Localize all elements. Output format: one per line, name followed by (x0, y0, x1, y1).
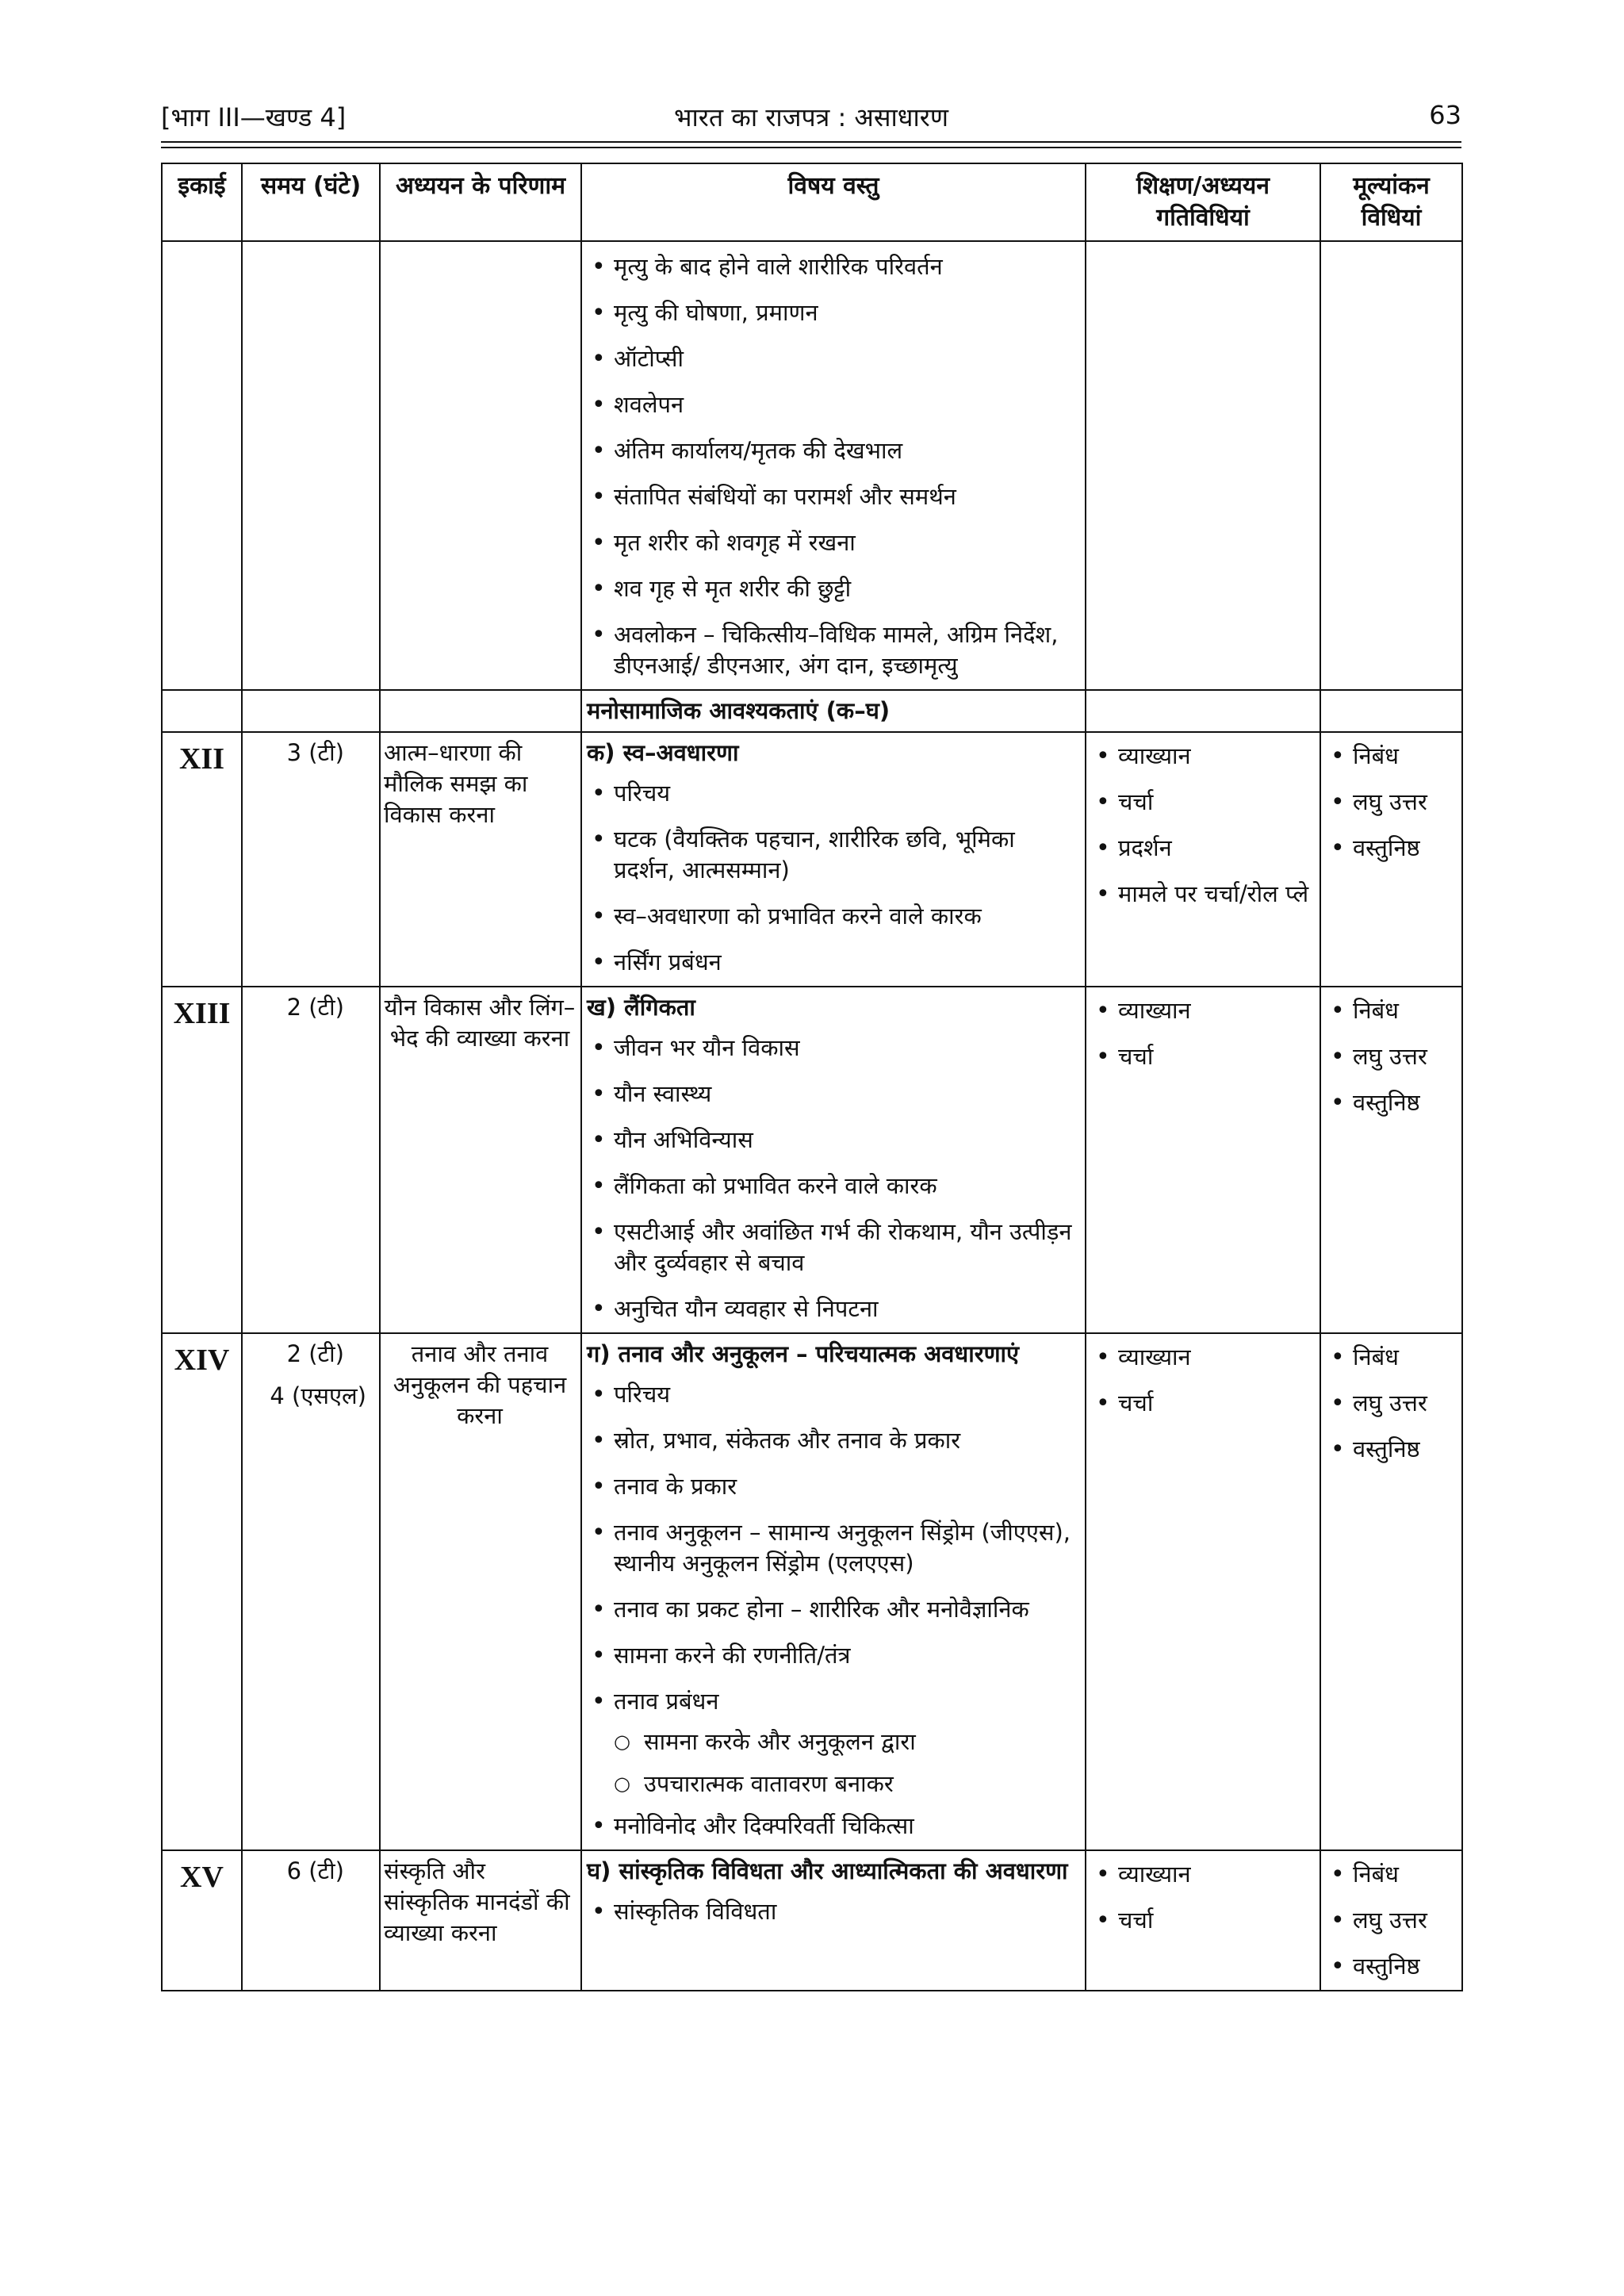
list-item: • वस्तुनिष्ठ (1326, 833, 1457, 864)
list-item: • चर्चा (1091, 1388, 1315, 1419)
content-list (587, 251, 1080, 681)
list-item: • सामना करने की रणनीति/तंत्र (587, 1640, 1080, 1671)
table-row (162, 732, 1462, 987)
page-number: 63 (1429, 100, 1461, 130)
page-header (161, 100, 1461, 138)
col-header: इकाई (162, 163, 242, 241)
list-item: • वस्तुनिष्ठ (1326, 1434, 1457, 1465)
list-item: • मनोविनोद और दिक्परिवर्ती चिकित्सा (587, 1811, 1080, 1842)
list-item: • सांस्कृतिक विविधता (587, 1896, 1080, 1927)
list-item: • अवलोकन – चिकित्सीय–विधिक मामले, अग्रिम निर्देश, डीएनआई/ डीएनआर, अंग दान, इच्छामृत्यु (587, 619, 1080, 681)
header-rule (161, 147, 1461, 148)
content-list (587, 778, 1080, 978)
list-item: • परिचय (587, 778, 1080, 809)
list-item: • लघु उत्तर (1326, 1388, 1457, 1419)
unit-time: 2 (टी) (242, 987, 380, 1333)
topic-title: ग) तनाव और अनुकूलन – परिचयात्मक अवधारणाएं (587, 1340, 1020, 1367)
list-item: • तनाव अनुकूलन – सामान्य अनुकूलन सिंड्रोम (जीएएस), स्थानीय अनुकूलन सिंड्रोम (एलएएस) (587, 1517, 1080, 1579)
list-item: • संतापित संबंधियों का परामर्श और समर्थन (587, 481, 1080, 512)
list-item: • वस्तुनिष्ठ (1326, 1087, 1457, 1118)
col-header: समय (घंटे) (242, 163, 380, 241)
unit-time: 4 (एसएल) (270, 1382, 366, 1409)
list-item: • तनाव प्रबंधन (587, 1686, 1080, 1717)
unit-number: XV (162, 1850, 242, 1991)
table-header-row (162, 163, 1462, 241)
list-item: • चर्चा (1091, 787, 1315, 818)
list-item: • प्रदर्शन (1091, 833, 1315, 864)
col-header: विषय वस्तु (581, 163, 1086, 241)
gazette-title: भारत का राजपत्र : असाधारण (674, 102, 948, 132)
learning-outcome: यौन विकास और लिंग–भेद की व्याख्या करना (380, 987, 581, 1333)
list-item: • लैंगिकता को प्रभावित करने वाले कारक (587, 1171, 1080, 1202)
table-row (162, 690, 1462, 732)
syllabus-table (161, 163, 1463, 1991)
topic-title: घ) सांस्कृतिक विविधता और आध्यात्मिकता की अवधारणा (587, 1857, 1068, 1884)
topic-title: ख) लैंगिकता (587, 994, 695, 1021)
activity-list (1091, 1859, 1315, 1936)
sub-list-item: ○ उपचारात्मक वातावरण बनाकर (587, 1769, 1080, 1800)
content-list (587, 1033, 1080, 1324)
learning-outcome: आत्म–धारणा की मौलिक समझ का विकास करना (380, 732, 581, 987)
sub-list-item: ○ सामना करके और अनुकूलन द्वारा (587, 1727, 1080, 1757)
list-item: • व्याख्यान (1091, 1859, 1315, 1890)
list-item: • निबंध (1326, 995, 1457, 1026)
header-rule (161, 141, 1461, 143)
evaluation-list (1326, 995, 1457, 1118)
evaluation-list (1326, 1859, 1457, 1982)
list-item: • चर्चा (1091, 1041, 1315, 1072)
list-item: • मृत्यु के बाद होने वाले शारीरिक परिवर्तन (587, 251, 1080, 282)
list-item: • मृत्यु की घोषणा, प्रमाणन (587, 297, 1080, 328)
evaluation-list (1326, 741, 1457, 864)
list-item: • एसटीआई और अवांछित गर्भ की रोकथाम, यौन उत्पीड़न और दुर्व्यवहार से बचाव (587, 1217, 1080, 1278)
list-item: • शवलेपन (587, 389, 1080, 420)
unit-time: 3 (टी) (242, 732, 380, 987)
activity-list (1091, 741, 1315, 910)
list-item: • व्याख्यान (1091, 1342, 1315, 1373)
content-list (587, 1379, 1080, 1842)
topic-title: क) स्व–अवधारणा (587, 739, 739, 766)
evaluation-list (1326, 1342, 1457, 1465)
activity-list (1091, 1342, 1315, 1419)
learning-outcome: संस्कृति और सांस्कृतिक मानदंडों की व्याख्या करना (380, 1850, 581, 1991)
unit-time: 2 (टी) (286, 1340, 344, 1367)
list-item: • लघु उत्तर (1326, 1041, 1457, 1072)
list-item: • तनाव का प्रकट होना – शारीरिक और मनोवैज्ञानिक (587, 1594, 1080, 1625)
table-row (162, 241, 1462, 690)
list-item: • परिचय (587, 1379, 1080, 1410)
list-item: • जीवन भर यौन विकास (587, 1033, 1080, 1064)
unit-number: XIV (162, 1333, 242, 1850)
col-header: अध्ययन के परिणाम (380, 163, 581, 241)
list-item: • शव गृह से मृत शरीर की छुट्टी (587, 573, 1080, 604)
unit-number: XIII (162, 987, 242, 1333)
list-item: • नर्सिंग प्रबंधन (587, 947, 1080, 978)
section-heading: मनोसामाजिक आवश्यकताएं (क–घ) (587, 697, 891, 724)
list-item: • निबंध (1326, 1342, 1457, 1373)
list-item: • घटक (वैयक्तिक पहचान, शारीरिक छवि, भूमिका प्रदर्शन, आत्मसम्मान) (587, 824, 1080, 886)
table-row (162, 1850, 1462, 1991)
col-header: मूल्यांकन विधियां (1320, 163, 1462, 241)
table-row (162, 987, 1462, 1333)
learning-outcome: तनाव और तनाव अनुकूलन की पहचान करना (380, 1333, 581, 1850)
unit-number: XII (162, 732, 242, 987)
list-item: • व्याख्यान (1091, 741, 1315, 772)
list-item: • निबंध (1326, 1859, 1457, 1890)
gazette-part: [भाग III—खण्ड 4] (161, 102, 347, 132)
list-item: • वस्तुनिष्ठ (1326, 1951, 1457, 1982)
list-item: • व्याख्यान (1091, 995, 1315, 1026)
activity-list (1091, 995, 1315, 1072)
list-item: • अनुचित यौन व्यवहार से निपटना (587, 1294, 1080, 1324)
unit-time: 6 (टी) (242, 1850, 380, 1991)
list-item: • तनाव के प्रकार (587, 1471, 1080, 1502)
list-item: • लघु उत्तर (1326, 1905, 1457, 1936)
list-item: • स्रोत, प्रभाव, संकेतक और तनाव के प्रकार (587, 1425, 1080, 1456)
list-item: • अंतिम कार्यालय/मृतक की देखभाल (587, 435, 1080, 466)
list-item: • लघु उत्तर (1326, 787, 1457, 818)
list-item: • निबंध (1326, 741, 1457, 772)
list-item: • मृत शरीर को शवगृह में रखना (587, 527, 1080, 558)
list-item: • स्व–अवधारणा को प्रभावित करने वाले कारक (587, 901, 1080, 932)
list-item: • चर्चा (1091, 1905, 1315, 1936)
list-item: • मामले पर चर्चा/रोल प्ले (1091, 879, 1315, 910)
content-list (587, 1896, 1080, 1927)
list-item: • ऑटोप्सी (587, 343, 1080, 374)
list-item: • यौन अभिविन्यास (587, 1125, 1080, 1156)
col-header: शिक्षण/अध्ययन गतिविधियां (1086, 163, 1320, 241)
table-row (162, 1333, 1462, 1850)
list-item: • यौन स्वास्थ्य (587, 1079, 1080, 1110)
